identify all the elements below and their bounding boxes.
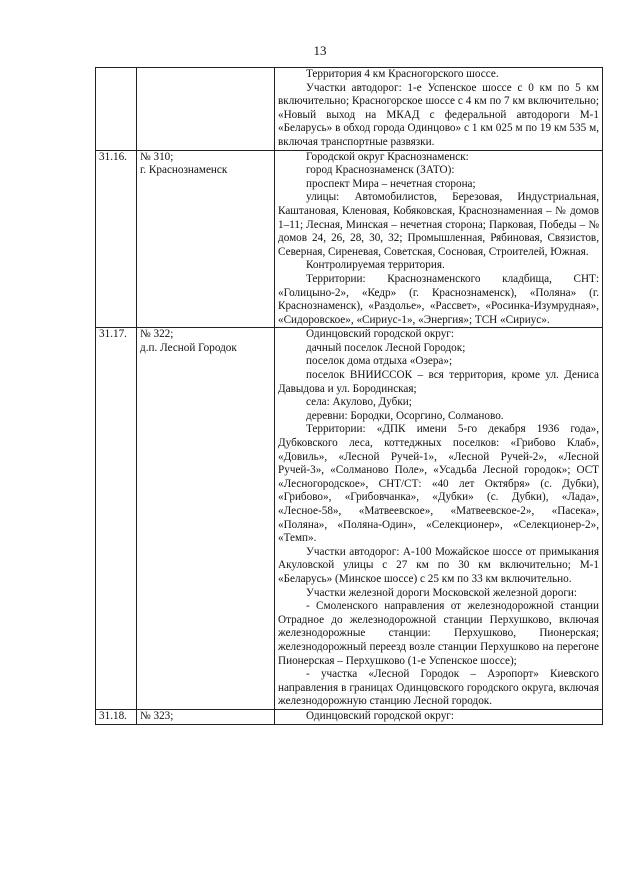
description-paragraph: город Краснознаменск (ЗАТО): [306, 164, 455, 177]
description-paragraph: Территории: «ДПК имени 5-го декабря 1936 года», Дубковского леса, коттеджных поселков: «Грибово Клаб», «Довиль», «Лесной Ручей-1», «Лесной Ручей-2», «Лесной Ручей-3», «Солманово Поле», «Усадьба Лесной городок»; ОСТ «Лесногородское», СНТ/СТ: «40 лет Октября» (с. Дубки), «Грибово», «Грибовчанка», «Дубки» (с. Дубки), «Лада», «Лесное-58», «Матвеевское», «Матвеевское-2», «Пасека», «Поляна», «Поляна-Один», «Селекционер», «Селекционер-2», «Темп». [278, 423, 599, 545]
description-paragraph: Участки железной дороги Московской железной дороги: [306, 586, 578, 599]
table-body [96, 68, 603, 725]
table-row [96, 328, 603, 710]
table-row [96, 68, 603, 151]
description-paragraph: - участка «Лесной Городок – Аэропорт» Киевского направления в границах Одинцовского городского округа, включая железнодорожную станцию Лесной городок. [278, 668, 599, 708]
description-paragraph: поселок ВНИИССОК – вся территория, кроме ул. Дениса Давыдова и ул. Бородинская; [278, 369, 599, 395]
districts-table [95, 67, 603, 725]
district-description [275, 68, 603, 151]
page-number: 13 [313, 43, 327, 58]
row-number: 31.17. [96, 328, 137, 710]
description-paragraph: Контролируемая территория. [306, 259, 445, 272]
description-paragraph: дачный поселок Лесной Городок; [306, 341, 466, 354]
district-description [275, 328, 603, 710]
description-paragraph: проспект Мира – нечетная сторона; [306, 177, 476, 190]
row-number: 31.18. [96, 709, 137, 724]
description-paragraph: Городской округ Краснознаменск: [306, 150, 469, 163]
description-paragraph: Одинцовский городской округ: [306, 709, 455, 722]
district-description [275, 150, 603, 328]
description-paragraph: - Смоленского направления от железнодорожной станции Отрадное до железнодорожной станции Перхушково, включая железнодорожные станции: Перхушково, Пионерская; железнодорожный переезд возле станции Перхушково на перегоне Пионерская – Перхушково (1-е Успенское шоссе); [278, 600, 599, 667]
description-paragraph: Одинцовский городской округ: [306, 328, 455, 341]
description-paragraph: Территория 4 км Красногорского шоссе. [306, 68, 499, 80]
row-number [96, 68, 137, 151]
description-paragraph: деревни: Бородки, Осоргино, Солманово. [306, 409, 504, 422]
description-paragraph: улицы: Автомобилистов, Березовая, Индустриальная, Каштановая, Кленовая, Кобяковская, Краснознаменная – № домов 1–11; Лесная, Минская – нечетная сторона; Парковая, Победы – № домов 24, 26, 28, 30, 32; Промышленная, Рябиновая, Связистов, Северная, Сиреневая, Советская, Сосновая, Строителей, Южная. [278, 191, 599, 258]
district-name: № 310; г. Краснознаменск [137, 150, 275, 328]
district-name [137, 68, 275, 151]
table-row [96, 150, 603, 328]
description-paragraph: Участки автодорог: 1-е Успенское шоссе с 0 км по 5 км включительно; Красногорское шоссе с 4 км по 7 км включительно; «Новый выход на МКАД с федеральной автодороги М-1 «Беларусь» в обход города Одинцово» с 1 км 025 м по 19 км 535 м, включая транспортные развязки. [278, 81, 599, 148]
description-paragraph: поселок дома отдыха «Озера»; [306, 355, 453, 368]
description-paragraph: села: Акулово, Дубки; [306, 396, 412, 409]
district-name: № 323; [137, 709, 275, 724]
district-description [275, 709, 603, 724]
description-paragraph: Территории: Краснознаменского кладбища, СНТ: «Голицыно-2», «Кедр» (г. Краснознаменск), «Поляна» (г. Краснознаменск), «Раздолье», «Рассвет», «Росинка-Изумрудная», «Сидоровское», «Сириус-1», «Энергия»; ТСН «Сириус». [278, 272, 599, 326]
description-paragraph: Участки автодорог: А-100 Можайское шоссе от примыкания Акуловской улицы с 27 км по 30 км включительно; М-1 «Беларусь» (Минское шоссе) с 25 км по 33 км включительно. [278, 545, 599, 585]
district-name: № 322; д.п. Лесной Городок [137, 328, 275, 710]
row-number: 31.16. [96, 150, 137, 328]
table-row [96, 709, 603, 724]
